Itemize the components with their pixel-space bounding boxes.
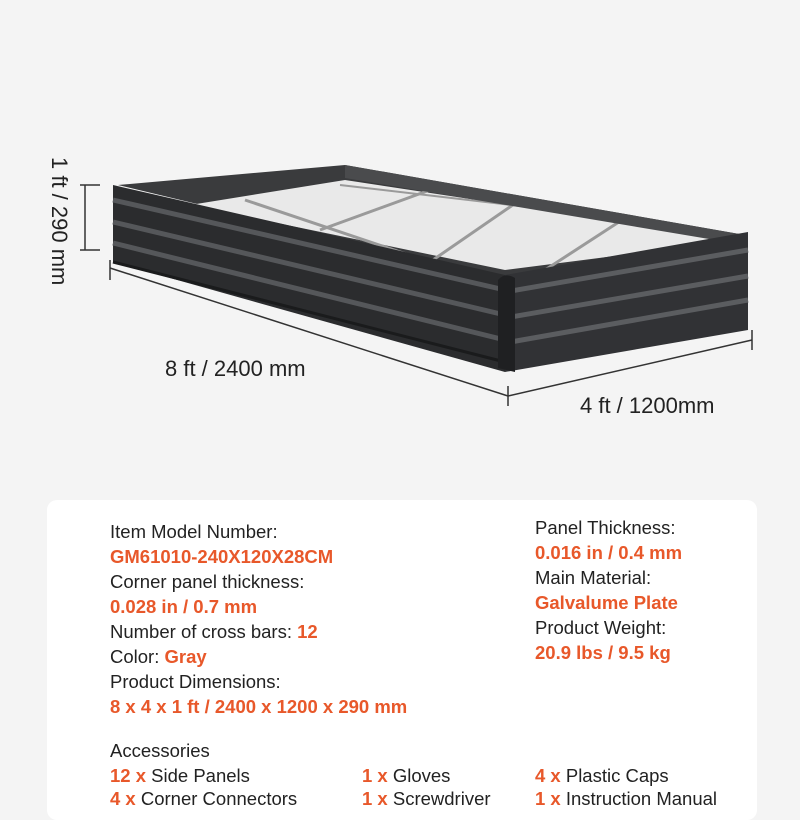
accessory-qty: 4 x bbox=[535, 765, 561, 786]
color-row bbox=[110, 644, 510, 669]
main-material-value: Galvalume Plate bbox=[535, 592, 678, 613]
product-weight-label: Product Weight: bbox=[535, 617, 667, 638]
accessory-name: Screwdriver bbox=[392, 788, 491, 809]
product-weight-value: 20.9 lbs / 9.5 kg bbox=[535, 642, 671, 663]
accessory-qty: 4 x bbox=[110, 788, 136, 809]
corner-thickness-value: 0.028 in / 0.7 mm bbox=[110, 596, 258, 617]
cross-bars-row bbox=[110, 619, 510, 644]
height-dimension-label: 1 ft / 290 mm bbox=[47, 157, 72, 286]
accessory-qty: 12 x bbox=[110, 765, 147, 786]
accessories-title: Accessories bbox=[110, 740, 210, 761]
panel-thickness-value: 0.016 in / 0.4 mm bbox=[535, 542, 683, 563]
accessory-item bbox=[110, 788, 297, 810]
accessory-item bbox=[535, 765, 669, 787]
accessory-qty: 1 x bbox=[535, 788, 561, 809]
specs-left-column bbox=[110, 519, 510, 719]
model-number-label: Item Model Number: bbox=[110, 521, 278, 542]
length-dimension-label: 8 ft / 2400 mm bbox=[165, 356, 306, 381]
accessory-name: Gloves bbox=[392, 765, 451, 786]
specs-right-column bbox=[535, 515, 765, 665]
color-value: Gray bbox=[164, 646, 207, 667]
accessory-item bbox=[535, 788, 717, 810]
accessory-item bbox=[362, 788, 491, 810]
panel-thickness-label: Panel Thickness: bbox=[535, 517, 676, 538]
width-dimension-label: 4 ft / 1200mm bbox=[580, 393, 715, 418]
accessory-qty: 1 x bbox=[362, 765, 388, 786]
color-label: Color: bbox=[110, 646, 160, 667]
accessory-name: Corner Connectors bbox=[140, 788, 298, 809]
model-number-value: GM61010-240X120X28CM bbox=[110, 546, 334, 567]
accessory-name: Plastic Caps bbox=[565, 765, 669, 786]
accessory-qty: 1 x bbox=[362, 788, 388, 809]
main-material-label: Main Material: bbox=[535, 567, 652, 588]
product-dimensions-label: Product Dimensions: bbox=[110, 671, 281, 692]
accessory-item bbox=[110, 765, 250, 787]
corner-thickness-label: Corner panel thickness: bbox=[110, 571, 305, 592]
accessory-name: Instruction Manual bbox=[565, 788, 718, 809]
accessory-name: Side Panels bbox=[151, 765, 250, 786]
product-dimensions-value: 8 x 4 x 1 ft / 2400 x 1200 x 290 mm bbox=[110, 696, 408, 717]
cross-bars-label: Number of cross bars: bbox=[110, 621, 292, 642]
cross-bars-value: 12 bbox=[297, 621, 318, 642]
accessory-item bbox=[362, 765, 450, 787]
